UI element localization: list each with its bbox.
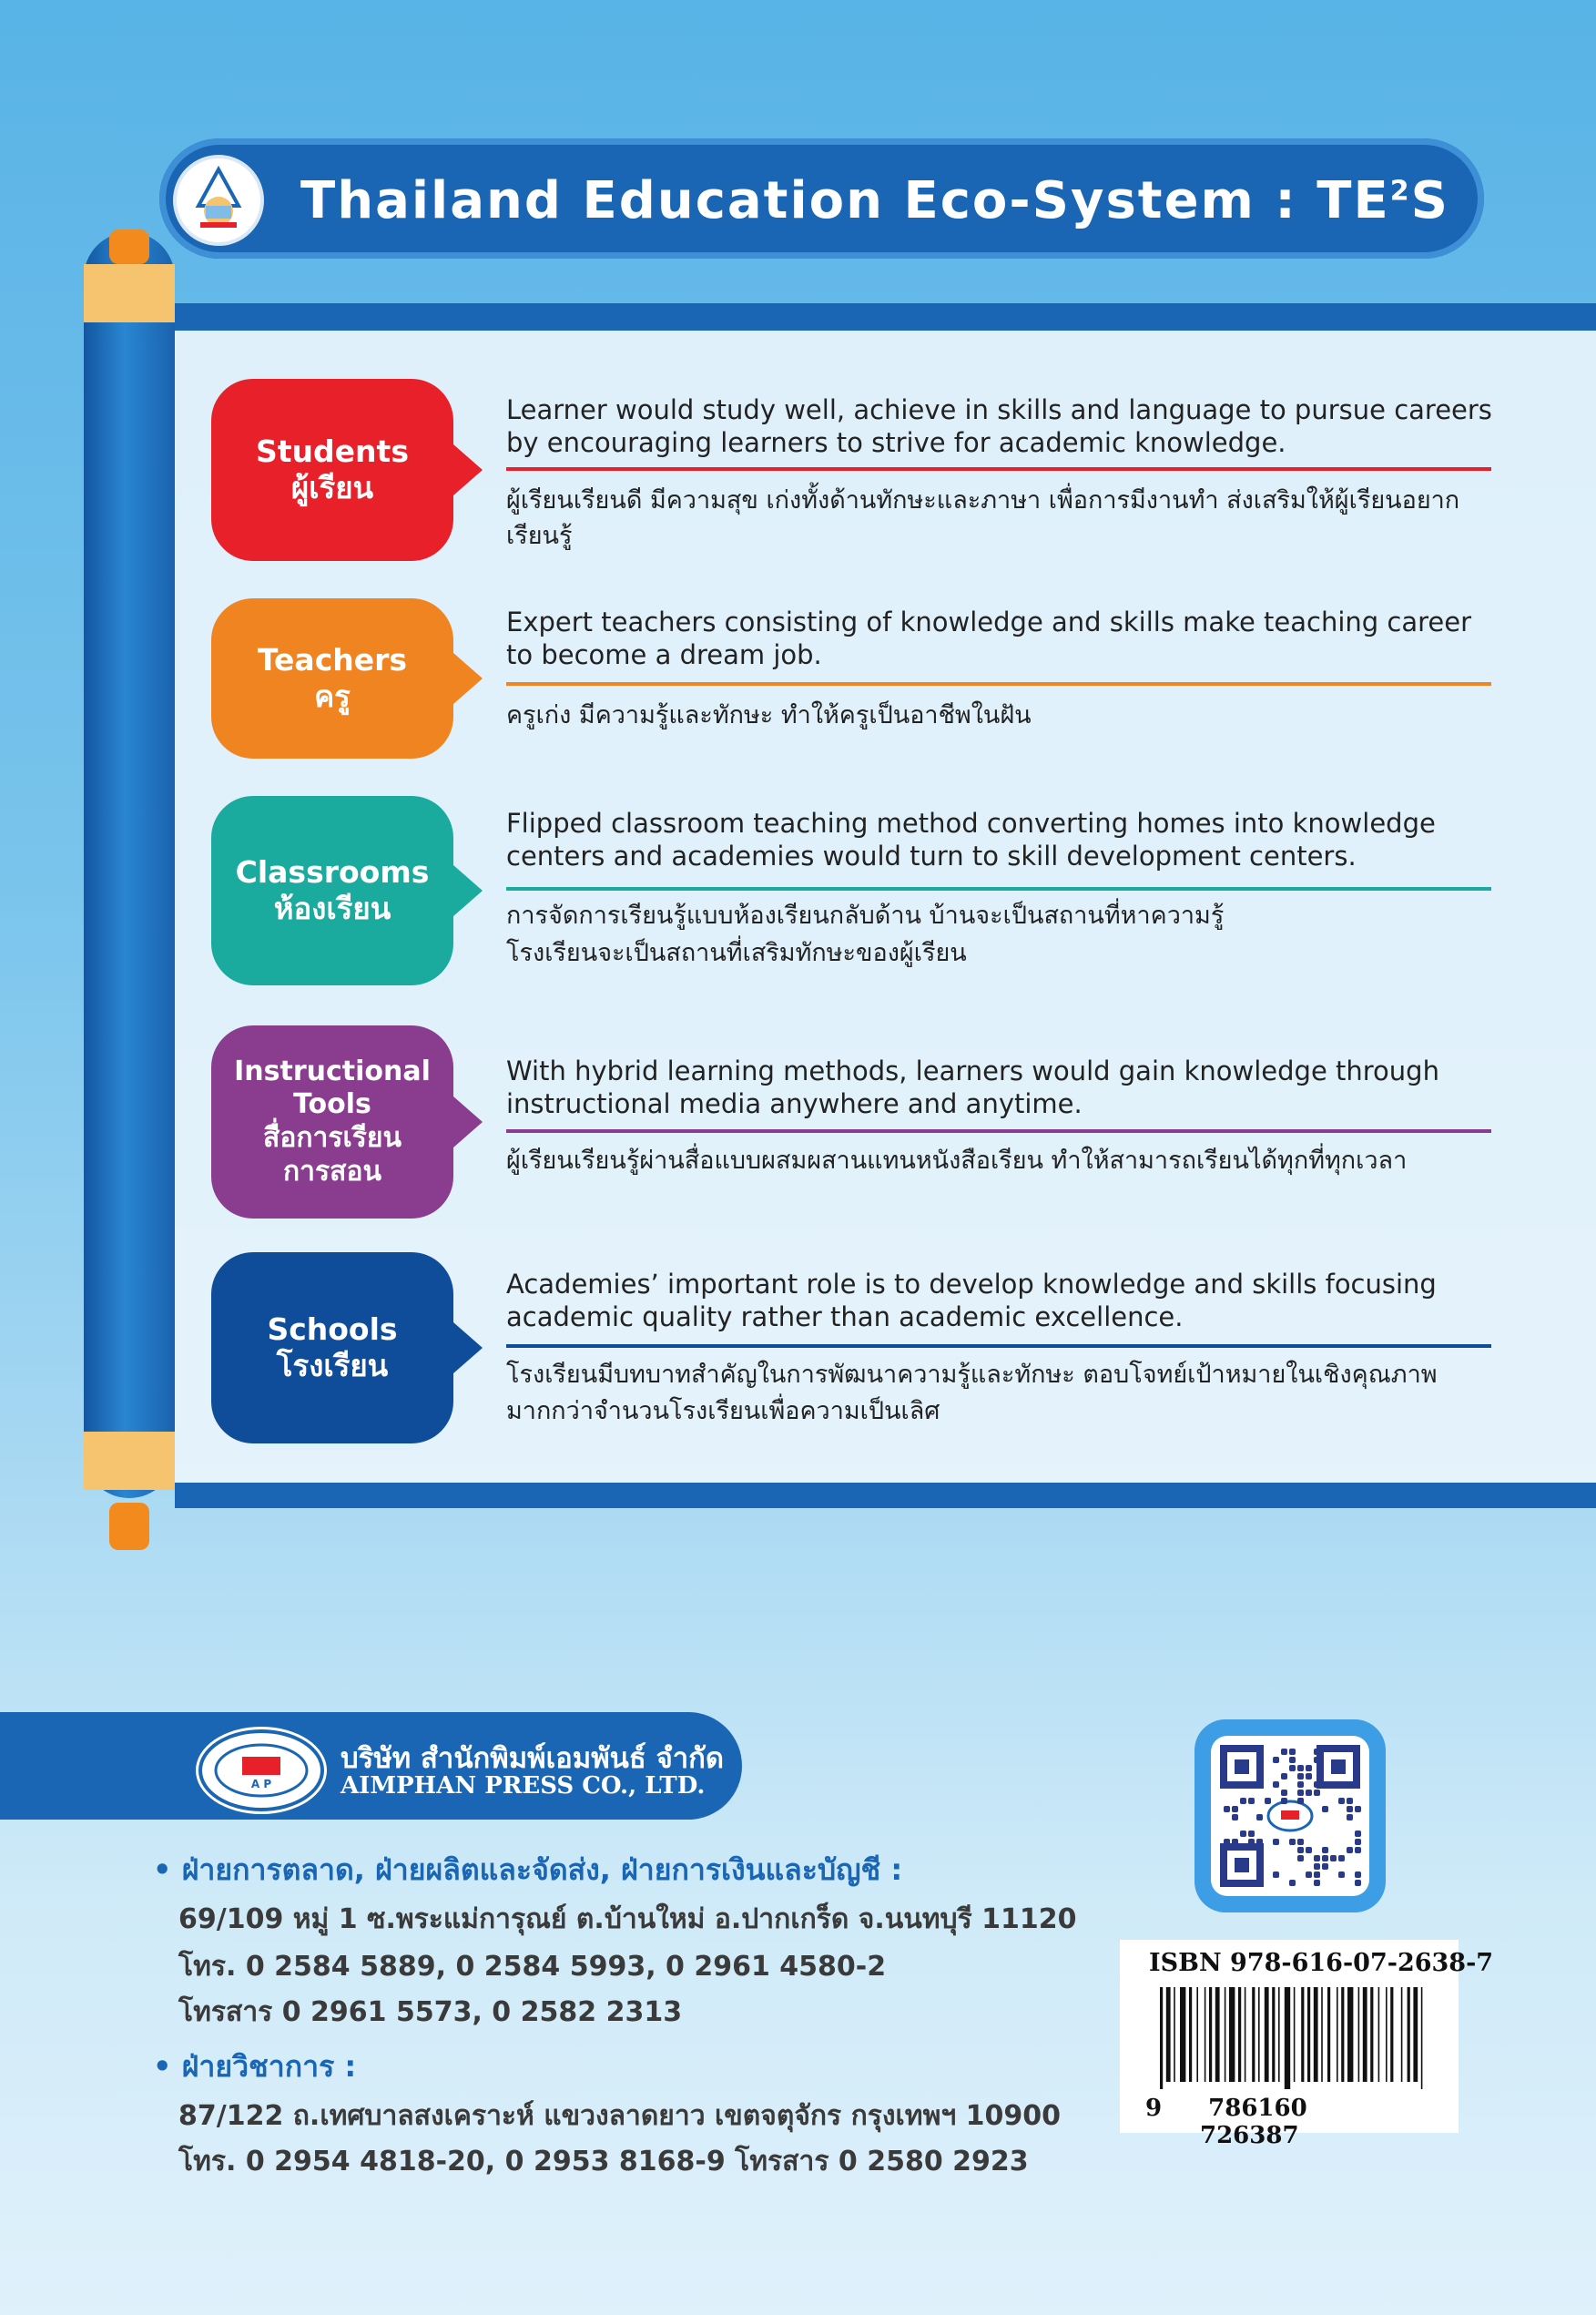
students-rule	[506, 467, 1491, 471]
category-label-th-1: สื่อการเรียน	[263, 1122, 402, 1154]
qr-module	[1306, 1765, 1312, 1771]
barcode-bar	[1337, 1987, 1338, 2082]
teachers-rule	[506, 682, 1491, 686]
scroll-rod	[84, 232, 175, 1498]
teachers-desc-th: ครูเก่ง มีความรู้และทักษะ ทำให้ครูเป็นอาชีพในฝัน	[506, 701, 1032, 729]
aimphan-press-seal-icon	[198, 1729, 324, 1811]
qr-module	[1248, 1839, 1255, 1845]
scroll-rod-bottom-band	[84, 1432, 175, 1490]
barcode-bar	[1378, 1987, 1380, 2082]
classrooms-desc-en: Flipped classroom teaching method converting homes into knowledge centers and academies would turn to skill development centers.	[506, 808, 1436, 872]
qr-module	[1297, 1847, 1304, 1853]
qr-module	[1232, 1806, 1238, 1812]
qr-module	[1256, 1814, 1263, 1820]
category-label-th: ผู้เรียน	[290, 470, 374, 505]
barcode-bar	[1189, 1987, 1192, 2082]
qr-module	[1297, 1781, 1304, 1788]
isbn-label: ISBN 978-616-07-2638-7	[1149, 1949, 1494, 1977]
barcode-bar	[1386, 1987, 1388, 2082]
scroll-rod-top-cap	[109, 229, 149, 264]
qr-module	[1314, 1855, 1320, 1861]
qr-module	[1355, 1871, 1361, 1878]
qr-module	[1347, 1806, 1353, 1812]
qr-module	[1240, 1831, 1246, 1837]
schools-rule	[506, 1344, 1491, 1348]
teachers-desc-en: Expert teachers consisting of knowledge and skills make teaching career to become a dream job.	[506, 607, 1472, 671]
qr-module	[1281, 1773, 1287, 1780]
contact-heading-academic: • ฝ่ายวิชาการ :	[153, 2049, 357, 2084]
barcode-bar	[1321, 1987, 1323, 2082]
barcode-bar	[1294, 1987, 1296, 2082]
qr-module	[1281, 1749, 1287, 1755]
category-schools	[211, 1252, 453, 1443]
barcode-bar	[1258, 1987, 1260, 2082]
publisher-name-en: AIMPHAN PRESS CO., LTD.	[341, 1772, 706, 1800]
qr-module	[1314, 1880, 1320, 1886]
category-label-th: โรงเรียน	[276, 1348, 389, 1383]
barcode-bar	[1215, 1987, 1220, 2082]
contact-line: 87/122 ถ.เทศบาลสงเคราะห์ แขวงลาดยาว เขตจตุจักร กรุงเทพฯ 10900	[178, 2100, 1062, 2132]
qr-module	[1273, 1871, 1279, 1878]
category-label-en: Schools	[267, 1310, 398, 1347]
schools-desc-th-1: โรงเรียนมีบทบาทสำคัญในการพัฒนาความรู้และทักษะ ตอบโจทย์เป้าหมายในเชิงคุณภาพ	[506, 1361, 1438, 1389]
category-label-en: Classrooms	[235, 853, 430, 890]
category-arrow	[453, 653, 483, 704]
schools-desc-en: Academies’ important role is to develop knowledge and skills focusing academic quality rather than academic excellence.	[506, 1269, 1437, 1333]
category-label-en-1: Instructional	[234, 1055, 431, 1087]
panel-bottom-border	[175, 1483, 1596, 1508]
barcode-bar	[1370, 1987, 1373, 2082]
qr-module	[1314, 1749, 1320, 1755]
qr-module	[1289, 1757, 1296, 1763]
barcode-bar	[1327, 1987, 1330, 2082]
category-label-en: Students	[256, 433, 409, 469]
contact-line: โทร. 0 2954 4818-20, 0 2953 8168-9 โทรสาร 0 2580 2923	[178, 2146, 1029, 2177]
barcode-bar	[1252, 1987, 1255, 2082]
barcode-bar	[1238, 1987, 1241, 2082]
publisher-name-th: บริษัท สำนักพิมพ์เอมพันธ์ จำกัด	[341, 1742, 725, 1775]
qr-module	[1289, 1765, 1296, 1771]
barcode-bar	[1272, 1987, 1275, 2082]
category-teachers	[211, 598, 453, 759]
barcode-bar	[1174, 1987, 1175, 2082]
barcode-bar	[1301, 1987, 1304, 2082]
category-label-th: ครู	[314, 678, 351, 714]
qr-module	[1224, 1839, 1230, 1845]
qr-module	[1232, 1839, 1238, 1845]
students-desc-en: Learner would study well, achieve in skills and language to pursue careers by encouraging learners to strive for academic knowledge.	[506, 394, 1492, 459]
qr-module	[1355, 1839, 1361, 1845]
isbn-digit-first: 9	[1145, 2095, 1163, 2122]
isbn-group-1: 786160	[1208, 2095, 1307, 2122]
category-label-th: ห้องเรียน	[273, 891, 391, 926]
scroll-rod-bottom-cap	[109, 1503, 149, 1550]
category-label-en: Teachers	[257, 641, 408, 678]
qr-module	[1297, 1855, 1304, 1861]
banner-title: Thailand Education Eco-System : $TE^2S$	[300, 171, 1449, 230]
barcode-bar	[1225, 1987, 1226, 2082]
classrooms-rule	[506, 887, 1491, 891]
qr-code-icon[interactable]	[1211, 1736, 1369, 1896]
qr-module	[1355, 1831, 1361, 1837]
qr-module	[1330, 1855, 1337, 1861]
qr-module	[1289, 1839, 1296, 1845]
barcode-bar	[1390, 1987, 1393, 2082]
qr-module	[1306, 1847, 1312, 1853]
qr-module	[1306, 1790, 1312, 1796]
qr-module	[1240, 1798, 1246, 1804]
barcode-bar	[1180, 1987, 1185, 2082]
barcode-bar	[1347, 1987, 1353, 2082]
qr-module	[1281, 1798, 1287, 1804]
isbn-group-2: 726387	[1200, 2122, 1299, 2149]
qr-module	[1306, 1871, 1312, 1878]
qr-module	[1256, 1839, 1263, 1845]
qr-module	[1355, 1847, 1361, 1853]
barcode-bar	[1413, 1987, 1418, 2082]
category-label-en-2: Tools	[293, 1088, 371, 1121]
qr-module	[1314, 1871, 1320, 1878]
qr-module	[1273, 1781, 1279, 1788]
qr-module	[1355, 1880, 1361, 1886]
qr-module	[1314, 1863, 1320, 1870]
scroll-rod-top-band	[84, 264, 175, 322]
qr-module	[1322, 1863, 1328, 1870]
qr-module	[1355, 1806, 1361, 1812]
qr-module	[1224, 1806, 1230, 1812]
qr-module	[1297, 1790, 1304, 1796]
aimphan-tes-logo-icon	[173, 155, 264, 246]
qr-module	[1297, 1798, 1304, 1804]
qr-module	[1306, 1773, 1312, 1780]
qr-module	[1289, 1749, 1296, 1755]
qr-module	[1297, 1765, 1304, 1771]
barcode-bar	[1341, 1987, 1344, 2082]
category-arrow	[453, 1096, 483, 1147]
panel-top-border	[175, 303, 1596, 331]
tools-desc-en: With hybrid learning methods, learners would gain knowledge through instructional media anywhere and anytime.	[506, 1056, 1439, 1120]
qr-module	[1314, 1781, 1320, 1788]
barcode-bar	[1421, 1987, 1423, 2089]
schools-desc-th-2: มากกว่าจำนวนโรงเรียนเพื่อความเป็นเลิศ	[506, 1397, 940, 1425]
category-label-th-2: การสอน	[283, 1155, 381, 1188]
contact-line: โทร. 0 2584 5889, 0 2584 5993, 0 2961 4580-2	[178, 1951, 887, 1983]
barcode-bar	[1408, 1987, 1410, 2082]
barcode-bar	[1358, 1987, 1360, 2082]
tools-rule	[506, 1129, 1491, 1133]
qr-module	[1232, 1814, 1238, 1820]
barcode-bar	[1245, 1987, 1246, 2082]
barcode-bar	[1229, 1987, 1235, 2082]
category-classrooms	[211, 796, 453, 985]
barcode-bar	[1265, 1987, 1269, 2082]
barcode-bar	[1160, 1987, 1163, 2089]
qr-module	[1273, 1839, 1279, 1845]
contact-line: โทรสาร 0 2961 5573, 0 2582 2313	[178, 1996, 683, 2028]
isbn-digits	[1145, 2095, 1446, 2149]
students-desc-th: ผู้เรียนเรียนดี มีความสุข เก่งทั้งด้านทักษะและภาษา เพื่อการมีงานทำ ส่งเสริมให้ผู้เรียนอยากเรียนรู้	[506, 486, 1460, 551]
qr-module	[1322, 1855, 1328, 1861]
qr-module	[1289, 1880, 1296, 1886]
qr-module	[1347, 1798, 1353, 1804]
barcode-bar	[1285, 1987, 1290, 2089]
qr-module	[1322, 1806, 1328, 1812]
barcode-bar	[1307, 1987, 1310, 2082]
qr-module	[1338, 1871, 1345, 1878]
barcode-bar	[1314, 1987, 1318, 2082]
qr-module	[1273, 1757, 1279, 1763]
qr-module	[1314, 1790, 1320, 1796]
contact-heading-marketing: • ฝ่ายการตลาด, ฝ่ายผลิตและจัดส่ง, ฝ่ายการเงินและบัญชี :	[153, 1852, 903, 1887]
barcode-bar	[1363, 1987, 1367, 2082]
qr-module	[1347, 1847, 1353, 1853]
barcode-bar	[1166, 1987, 1171, 2082]
category-arrow	[453, 444, 483, 495]
barcode-bar	[1209, 1987, 1212, 2082]
category-arrow	[453, 865, 483, 916]
qr-module	[1281, 1790, 1287, 1796]
tools-desc-th: ผู้เรียนเรียนรู้ผ่านสื่อแบบผสมผสานแทนหนังสือเรียน ทำให้สามารถเรียนได้ทุกที่ทุกเวลา	[506, 1147, 1408, 1175]
qr-module	[1265, 1798, 1271, 1804]
qr-module	[1347, 1814, 1353, 1820]
qr-module	[1297, 1839, 1304, 1845]
category-arrow	[453, 1322, 483, 1373]
barcode-bar	[1278, 1987, 1280, 2082]
contact-line: 69/109 หมู่ 1 ซ.พระแม่การุณย์ ต.บ้านใหม่ อ.ปากเกร็ด จ.นนทบุรี 11120	[178, 1903, 1077, 1935]
qr-module	[1248, 1798, 1255, 1804]
svg-text:A P: A P	[250, 1778, 272, 1790]
classrooms-desc-th-1: การจัดการเรียนรู้แบบห้องเรียนกลับด้าน บ้านจะเป็นสถานที่หาความรู้	[506, 902, 1225, 930]
qr-module	[1338, 1798, 1345, 1804]
qr-module	[1248, 1831, 1255, 1837]
qr-module	[1322, 1847, 1328, 1853]
category-instructional-tools	[211, 1025, 453, 1219]
barcode-icon	[1156, 1987, 1429, 2089]
category-students	[211, 379, 453, 561]
barcode-bar	[1205, 1987, 1206, 2082]
barcode-bar	[1401, 1987, 1403, 2082]
barcode-bar	[1196, 1987, 1198, 2082]
qr-module	[1314, 1757, 1320, 1763]
qr-module	[1338, 1855, 1345, 1861]
qr-module	[1297, 1773, 1304, 1780]
classrooms-desc-th-2: โรงเรียนจะเป็นสถานที่เสริมทักษะของผู้เรียน	[506, 939, 967, 967]
